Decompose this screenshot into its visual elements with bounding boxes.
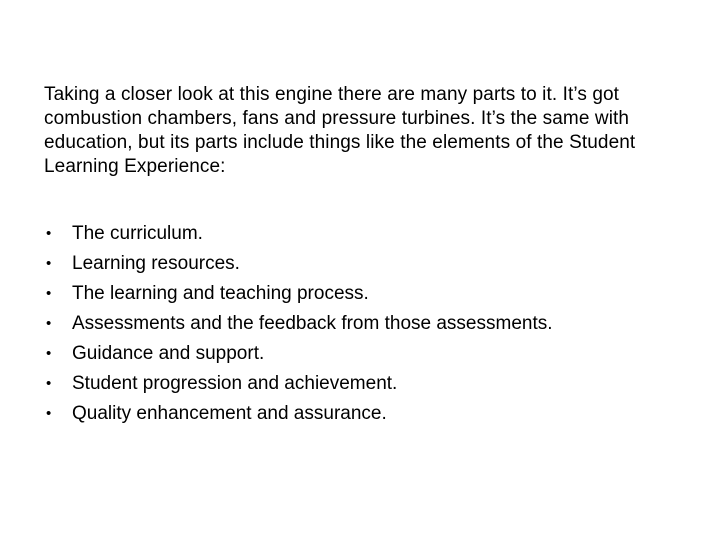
list-item-text: Assessments and the feedback from those assessments. [72, 313, 553, 334]
bullet-icon: • [46, 285, 52, 302]
list-item [44, 309, 684, 339]
list-item [44, 249, 684, 279]
bullet-icon: • [46, 225, 52, 242]
bullet-icon: • [46, 405, 52, 422]
list-item [44, 399, 684, 429]
list-item [44, 219, 684, 249]
list-item [44, 339, 684, 369]
intro-paragraph: Taking a closer look at this engine there are many parts to it. It’s got combustion chambers, fans and pressure turbines. It’s the same with education, but its parts include things like the elements of the Student Learning Experience: [44, 84, 636, 177]
list-item-text: Student progression and achievement. [72, 373, 398, 394]
bullet-icon: • [46, 345, 52, 362]
list-item [44, 369, 684, 399]
list-item-text: The curriculum. [72, 223, 203, 244]
list-item-text: The learning and teaching process. [72, 283, 369, 304]
list-item-text: Quality enhancement and assurance. [72, 403, 387, 424]
list-item-text: Guidance and support. [72, 343, 265, 364]
bullet-icon: • [46, 315, 52, 332]
list-item [44, 279, 684, 309]
list-item-text: Learning resources. [72, 253, 240, 274]
bullet-icon: • [46, 255, 52, 272]
bullet-list [44, 219, 684, 429]
bullet-icon: • [46, 375, 52, 392]
